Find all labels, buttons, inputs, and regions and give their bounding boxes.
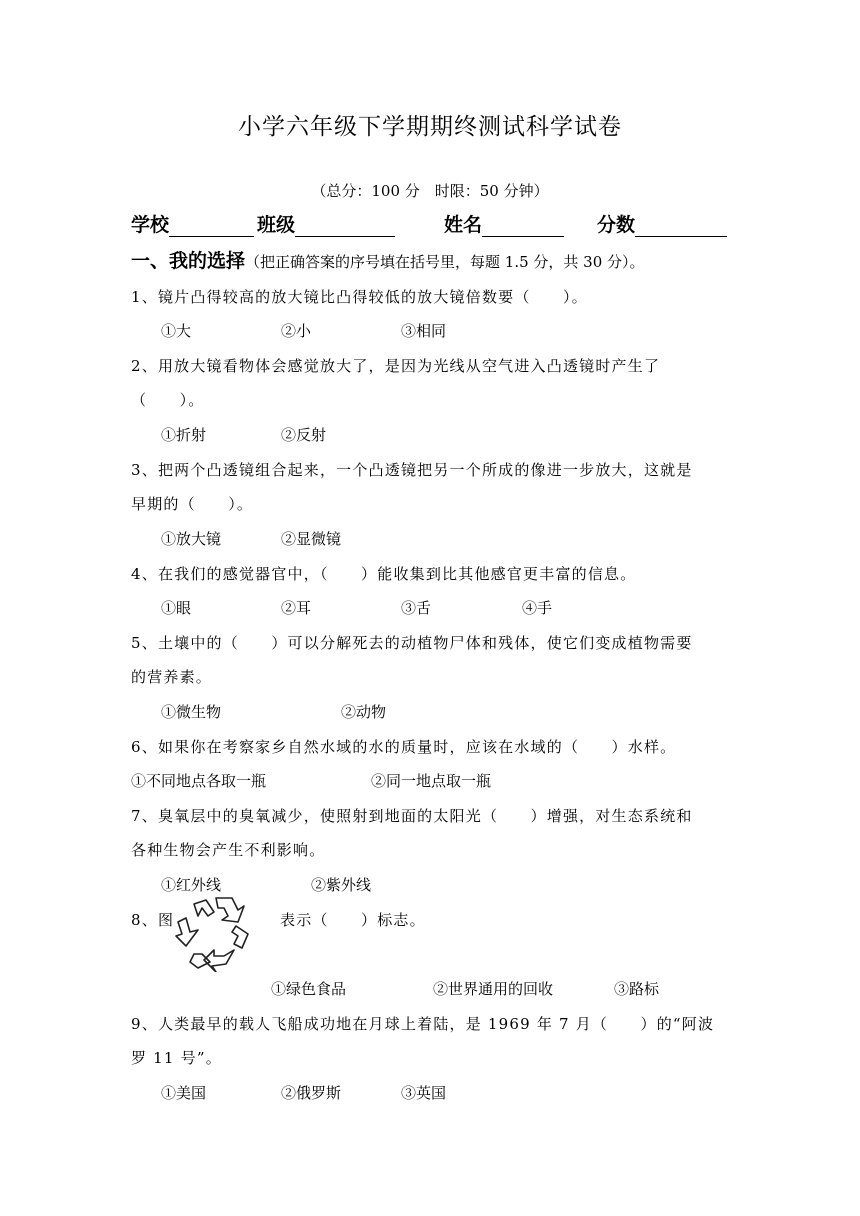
- section-1-instructions: （把正确答案的序号填在括号里，每题 1.5 分，共 30 分）。: [245, 253, 645, 271]
- name-field: [444, 210, 564, 237]
- class-field: [257, 210, 395, 237]
- recycle-icon: [172, 892, 252, 972]
- q1-option-3: ③相同: [401, 322, 447, 340]
- student-info-row: [131, 210, 731, 240]
- question-8-text-start: 8、图: [131, 911, 175, 929]
- question-9-text: 9、人类最早的载人飞船成功地在月球上着陆，是 1969 年 7 月（ ）的“阿波: [131, 1015, 715, 1033]
- score-blank[interactable]: [635, 214, 727, 237]
- q4-option-2: ②耳: [281, 599, 312, 617]
- question-5-text-cont: 的营养素。: [131, 668, 213, 686]
- question-7-text: 7、臭氧层中的臭氧减少，使照射到地面的太阳光（ ）增强，对生态系统和: [131, 807, 693, 825]
- school-label: 学校: [131, 214, 170, 236]
- question-6-text: 6、如果你在考察家乡自然水域的水的质量时，应该在水域的（ ）水样。: [131, 738, 677, 756]
- class-label: 班级: [257, 214, 296, 236]
- school-blank[interactable]: [169, 214, 254, 237]
- q3-option-2: ②显微镜: [281, 530, 342, 548]
- q1-option-1: ①大: [161, 322, 192, 340]
- q5-option-1: ①微生物: [161, 703, 222, 721]
- q7-option-2: ②紫外线: [311, 876, 372, 894]
- section-1-heading: [131, 246, 751, 273]
- q7-option-1: ①红外线: [161, 876, 222, 894]
- q6-option-2: ②同一地点取一瓶: [371, 772, 492, 790]
- exam-subtitle: （总分：100 分 时限：50 分钟）: [311, 182, 549, 200]
- question-4-text: 4、在我们的感觉器官中，（ ）能收集到比其他感官更丰富的信息。: [131, 565, 637, 583]
- q9-option-3: ③英国: [401, 1084, 447, 1102]
- score-label: 分数: [597, 214, 636, 236]
- exam-title: 小学六年级下学期期终测试科学试卷: [238, 114, 622, 140]
- question-7-text-cont: 各种生物会产生不利影响。: [131, 841, 326, 859]
- question-3-text-cont: 早期的（ ）。: [131, 495, 254, 513]
- q2-option-2: ②反射: [281, 426, 327, 444]
- q4-option-1: ①眼: [161, 599, 192, 617]
- question-5-text: 5、土壤中的（ ）可以分解死去的动植物尸体和残体，使它们变成植物需要: [131, 634, 693, 652]
- q9-option-2: ②俄罗斯: [281, 1084, 342, 1102]
- q9-option-1: ①美国: [161, 1084, 207, 1102]
- question-2-text: 2、用放大镜看物体会感觉放大了，是因为光线从空气进入凸透镜时产生了: [131, 357, 661, 375]
- school-field: [131, 210, 254, 237]
- q5-option-2: ②动物: [341, 703, 387, 721]
- question-8-text-end: 表示（ ）标志。: [280, 911, 426, 929]
- q4-option-4: ④手: [522, 599, 553, 617]
- name-blank[interactable]: [482, 214, 564, 237]
- q1-option-2: ②小: [281, 322, 312, 340]
- question-9-text-cont: 罗 11 号”。: [131, 1049, 222, 1067]
- q8-option-1: ①绿色食品: [271, 980, 347, 998]
- q4-option-3: ③舌: [401, 599, 432, 617]
- q8-option-2: ②世界通用的回收: [433, 980, 554, 998]
- score-field: [597, 210, 727, 237]
- name-label: 姓名: [444, 214, 483, 236]
- question-1-text: 1、镜片凸得较高的放大镜比凸得较低的放大镜倍数要（ ）。: [131, 288, 588, 306]
- class-blank[interactable]: [295, 214, 395, 237]
- question-3-text: 3、把两个凸透镜组合起来，一个凸透镜把另一个所成的像进一步放大，这就是: [131, 461, 693, 479]
- q6-option-1: ①不同地点各取一瓶: [131, 772, 267, 790]
- q8-option-3: ③路标: [614, 980, 660, 998]
- q3-option-1: ①放大镜: [161, 530, 222, 548]
- question-2-text-cont: （ ）。: [131, 391, 205, 409]
- section-1-title: 一、我的选择: [131, 250, 246, 272]
- q2-option-1: ①折射: [161, 426, 207, 444]
